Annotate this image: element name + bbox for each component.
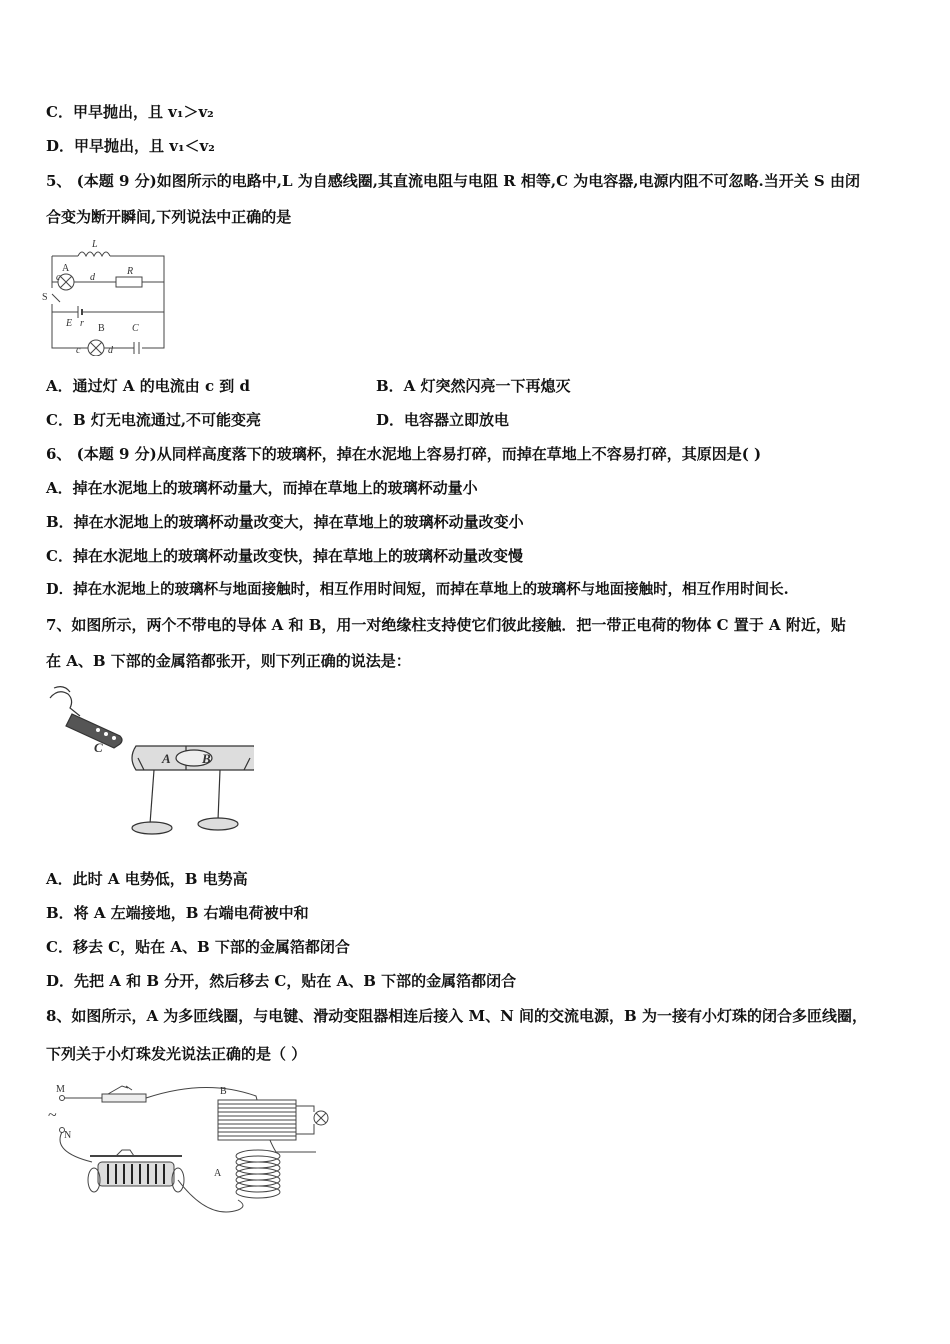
q8-fig-label-tilde: ~: [48, 1107, 57, 1124]
q5-fig-label-d: d: [90, 272, 95, 283]
q7-option-b: B．将 A 左端接地，B 右端电荷被中和: [46, 904, 309, 922]
q7-option-c: C．移去 C，贴在 A、B 下部的金属箔都闭合: [46, 938, 350, 956]
q5-fig-label-c: c: [56, 272, 61, 283]
q7-fig-label-a: A: [162, 751, 171, 766]
q4-option-d: D．甲早抛出，且 v₁＜v₂: [46, 137, 215, 155]
q5-fig-label-l: L: [92, 239, 98, 250]
q8-fig-label-n: N: [64, 1130, 72, 1141]
q6-stem: 6、 (本题 9 分)从同样高度落下的玻璃杯，掉在水泥地上容易打碎，而掉在草地上不容易打碎，其原因是( ): [46, 445, 762, 463]
q6-option-a: A．掉在水泥地上的玻璃杯动量大，而掉在草地上的玻璃杯动量小: [46, 479, 478, 497]
q7-option-a: A．此时 A 电势低，B 电势高: [46, 870, 248, 888]
q5-fig-label-d2: d: [108, 345, 113, 356]
q7-fig-label-b: B: [202, 751, 211, 766]
q6-option-c: C．掉在水泥地上的玻璃杯动量改变快，掉在草地上的玻璃杯动量改变慢: [46, 547, 523, 565]
q5-fig-label-cap: C: [132, 323, 139, 334]
q7-fig-label-c: C: [94, 740, 103, 755]
q5-option-b: B．A 灯突然闪亮一下再熄灭: [376, 377, 571, 395]
q5-fig-label-b: B: [98, 323, 105, 334]
q5-fig-label-c2: c: [76, 345, 81, 356]
q8-fig-label-b: B: [220, 1086, 227, 1097]
q6-option-d: D．掉在水泥地上的玻璃杯与地面接触时，相互作用时间短，而掉在草地上的玻璃杯与地面接触时，相互作用时间长.: [46, 581, 789, 598]
q5-option-d: D．电容器立即放电: [376, 411, 510, 429]
q8-fig-label-a: A: [214, 1168, 222, 1179]
q5-option-c: C．B 灯无电流通过,不可能变亮: [46, 411, 262, 429]
q8-stem-line1: 8、如图所示，A 为多匝线圈，与电键、滑动变阻器相连后接入 M、N 间的交流电源，B 为一接有小灯珠的闭合多匝线圈，: [46, 1007, 867, 1025]
q5-option-a: A．通过灯 A 的电流由 c 到 d: [46, 377, 251, 395]
q8-coil-figure: [46, 1076, 346, 1216]
q5-stem-line1: 5、 (本题 9 分)如图所示的电路中,L 为自感线圈,其直流电阻与电阻 R 相等,C 为电容器,电源内阻不可忽略.当开关 S 由闭: [46, 172, 860, 190]
q5-fig-label-e: E: [66, 318, 73, 329]
q7-conductor-figure: [44, 684, 254, 844]
q7-stem-line2: 在 A、B 下部的金属箔都张开，则下列正确的说法是：: [46, 652, 411, 670]
q8-stem-line2: 下列关于小灯珠发光说法正确的是（ ）: [46, 1045, 307, 1063]
q5-stem-line2: 合变为断开瞬间,下列说法中正确的是: [46, 208, 292, 226]
q8-fig-label-m: M: [56, 1084, 65, 1095]
q5-fig-label-r-small: r: [80, 318, 84, 329]
q7-stem-line1: 7、如图所示，两个不带电的导体 A 和 B，用一对绝缘柱支持使它们彼此接触．把一带正电荷的物体 C 置于 A 附近，贴: [46, 616, 846, 634]
q6-option-b: B．掉在水泥地上的玻璃杯动量改变大，掉在草地上的玻璃杯动量改变小: [46, 513, 524, 531]
q4-option-c: C．甲早抛出，且 v₁＞v₂: [46, 103, 214, 121]
q5-fig-label-a: A: [62, 263, 70, 274]
q7-option-d: D．先把 A 和 B 分开，然后移去 C，贴在 A、B 下部的金属箔都闭合: [46, 972, 517, 990]
q5-circuit-figure: [38, 236, 173, 356]
q5-fig-label-r: R: [127, 266, 134, 277]
q5-fig-label-s: S: [42, 292, 48, 303]
